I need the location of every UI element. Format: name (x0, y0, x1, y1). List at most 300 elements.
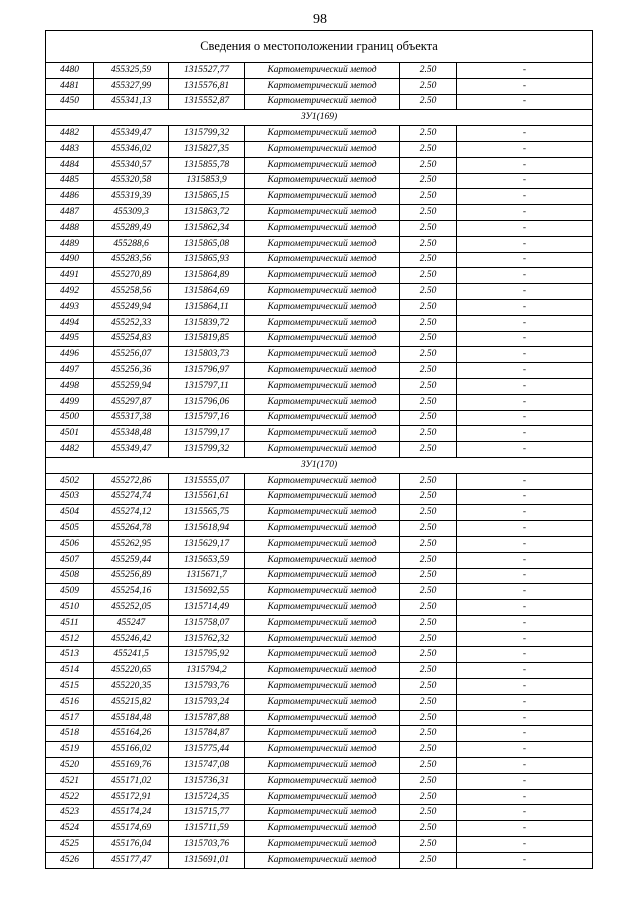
point-number-cell: 4513 (46, 647, 94, 663)
point-number-cell: 4511 (46, 615, 94, 631)
x-coordinate-cell: 455289,49 (94, 220, 169, 236)
method-cell: Картометрический метод (245, 299, 400, 315)
x-coordinate-cell: 455169,76 (94, 758, 169, 774)
method-cell: Картометрический метод (245, 679, 400, 695)
table-row (46, 694, 593, 710)
method-cell: Картометрический метод (245, 789, 400, 805)
x-coordinate-cell: 455262,95 (94, 536, 169, 552)
table-row (46, 315, 593, 331)
x-coordinate-cell: 455341,13 (94, 94, 169, 110)
x-coordinate-cell: 455288,6 (94, 236, 169, 252)
y-coordinate-cell: 1315715,77 (169, 805, 245, 821)
table-row (46, 679, 593, 695)
description-cell: - (457, 410, 593, 426)
point-number-cell: 4486 (46, 189, 94, 205)
point-number-cell: 4482 (46, 126, 94, 142)
point-number-cell: 4517 (46, 710, 94, 726)
description-cell: - (457, 663, 593, 679)
accuracy-cell: 2.50 (400, 220, 457, 236)
y-coordinate-cell: 1315555,07 (169, 473, 245, 489)
description-cell: - (457, 647, 593, 663)
x-coordinate-cell: 455172,91 (94, 789, 169, 805)
accuracy-cell: 2.50 (400, 694, 457, 710)
x-coordinate-cell: 455349,47 (94, 442, 169, 458)
method-cell: Картометрический метод (245, 426, 400, 442)
accuracy-cell: 2.50 (400, 521, 457, 537)
y-coordinate-cell: 1315819,85 (169, 331, 245, 347)
point-number-cell: 4484 (46, 157, 94, 173)
method-cell: Картометрический метод (245, 331, 400, 347)
method-cell: Картометрический метод (245, 568, 400, 584)
x-coordinate-cell: 455270,89 (94, 268, 169, 284)
table-row (46, 726, 593, 742)
point-number-cell: 4524 (46, 821, 94, 837)
accuracy-cell: 2.50 (400, 173, 457, 189)
point-number-cell: 4526 (46, 852, 94, 868)
x-coordinate-cell: 455164,26 (94, 726, 169, 742)
table-row (46, 284, 593, 300)
point-number-cell: 4503 (46, 489, 94, 505)
table-row (46, 600, 593, 616)
table-row (46, 236, 593, 252)
description-cell: - (457, 252, 593, 268)
table-row (46, 568, 593, 584)
point-number-cell: 4521 (46, 773, 94, 789)
y-coordinate-cell: 1315793,24 (169, 694, 245, 710)
point-number-cell: 4490 (46, 252, 94, 268)
method-cell: Картометрический метод (245, 284, 400, 300)
accuracy-cell: 2.50 (400, 141, 457, 157)
description-cell: - (457, 742, 593, 758)
method-cell: Картометрический метод (245, 442, 400, 458)
point-number-cell: 4494 (46, 315, 94, 331)
description-cell: - (457, 821, 593, 837)
point-number-cell: 4518 (46, 726, 94, 742)
point-number-cell: 4506 (46, 536, 94, 552)
description-cell: - (457, 205, 593, 221)
y-coordinate-cell: 1315794,2 (169, 663, 245, 679)
table-row (46, 252, 593, 268)
table-row (46, 789, 593, 805)
point-number-cell: 4509 (46, 584, 94, 600)
section-header-row (46, 457, 593, 473)
description-cell: - (457, 363, 593, 379)
x-coordinate-cell: 455256,07 (94, 347, 169, 363)
y-coordinate-cell: 1315796,97 (169, 363, 245, 379)
x-coordinate-cell: 455177,47 (94, 852, 169, 868)
table-row (46, 584, 593, 600)
accuracy-cell: 2.50 (400, 647, 457, 663)
section-label: ЗУ1(169) (46, 110, 593, 126)
method-cell: Картометрический метод (245, 94, 400, 110)
y-coordinate-cell: 1315527,77 (169, 63, 245, 79)
accuracy-cell: 2.50 (400, 394, 457, 410)
y-coordinate-cell: 1315775,44 (169, 742, 245, 758)
x-coordinate-cell: 455259,44 (94, 552, 169, 568)
point-number-cell: 4512 (46, 631, 94, 647)
x-coordinate-cell: 455166,02 (94, 742, 169, 758)
table-row (46, 331, 593, 347)
table-row (46, 852, 593, 868)
description-cell: - (457, 378, 593, 394)
point-number-cell: 4488 (46, 220, 94, 236)
accuracy-cell: 2.50 (400, 805, 457, 821)
y-coordinate-cell: 1315618,94 (169, 521, 245, 537)
x-coordinate-cell: 455174,69 (94, 821, 169, 837)
accuracy-cell: 2.50 (400, 189, 457, 205)
y-coordinate-cell: 1315864,11 (169, 299, 245, 315)
accuracy-cell: 2.50 (400, 347, 457, 363)
x-coordinate-cell: 455256,36 (94, 363, 169, 379)
table-title: Сведения о местоположении границ объекта (46, 31, 593, 63)
accuracy-cell: 2.50 (400, 442, 457, 458)
method-cell: Картометрический метод (245, 173, 400, 189)
accuracy-cell: 2.50 (400, 426, 457, 442)
description-cell: - (457, 505, 593, 521)
x-coordinate-cell: 455309,3 (94, 205, 169, 221)
x-coordinate-cell: 455171,02 (94, 773, 169, 789)
x-coordinate-cell: 455259,94 (94, 378, 169, 394)
y-coordinate-cell: 1315736,31 (169, 773, 245, 789)
point-number-cell: 4485 (46, 173, 94, 189)
table-row (46, 615, 593, 631)
method-cell: Картометрический метод (245, 363, 400, 379)
accuracy-cell: 2.50 (400, 473, 457, 489)
description-cell: - (457, 789, 593, 805)
description-cell: - (457, 600, 593, 616)
method-cell: Картометрический метод (245, 141, 400, 157)
table-row (46, 758, 593, 774)
description-cell: - (457, 584, 593, 600)
x-coordinate-cell: 455258,56 (94, 284, 169, 300)
x-coordinate-cell: 455247 (94, 615, 169, 631)
method-cell: Картометрический метод (245, 552, 400, 568)
point-number-cell: 4492 (46, 284, 94, 300)
description-cell: - (457, 773, 593, 789)
description-cell: - (457, 331, 593, 347)
accuracy-cell: 2.50 (400, 837, 457, 853)
method-cell: Картометрический метод (245, 773, 400, 789)
table-row (46, 521, 593, 537)
x-coordinate-cell: 455256,89 (94, 568, 169, 584)
accuracy-cell: 2.50 (400, 663, 457, 679)
description-cell: - (457, 473, 593, 489)
x-coordinate-cell: 455325,59 (94, 63, 169, 79)
method-cell: Картометрический метод (245, 663, 400, 679)
x-coordinate-cell: 455264,78 (94, 521, 169, 537)
point-number-cell: 4522 (46, 789, 94, 805)
description-cell: - (457, 347, 593, 363)
accuracy-cell: 2.50 (400, 378, 457, 394)
y-coordinate-cell: 1315803,73 (169, 347, 245, 363)
y-coordinate-cell: 1315703,76 (169, 837, 245, 853)
y-coordinate-cell: 1315758,07 (169, 615, 245, 631)
table-row (46, 347, 593, 363)
y-coordinate-cell: 1315795,92 (169, 647, 245, 663)
table-row (46, 426, 593, 442)
x-coordinate-cell: 455215,82 (94, 694, 169, 710)
x-coordinate-cell: 455340,57 (94, 157, 169, 173)
method-cell: Картометрический метод (245, 742, 400, 758)
table-title-row (46, 31, 593, 63)
x-coordinate-cell: 455297,87 (94, 394, 169, 410)
accuracy-cell: 2.50 (400, 268, 457, 284)
y-coordinate-cell: 1315797,16 (169, 410, 245, 426)
y-coordinate-cell: 1315629,17 (169, 536, 245, 552)
accuracy-cell: 2.50 (400, 505, 457, 521)
point-number-cell: 4508 (46, 568, 94, 584)
y-coordinate-cell: 1315799,17 (169, 426, 245, 442)
y-coordinate-cell: 1315863,72 (169, 205, 245, 221)
method-cell: Картометрический метод (245, 473, 400, 489)
table-body (46, 31, 593, 869)
table-row (46, 78, 593, 94)
y-coordinate-cell: 1315839,72 (169, 315, 245, 331)
point-number-cell: 4523 (46, 805, 94, 821)
description-cell: - (457, 394, 593, 410)
accuracy-cell: 2.50 (400, 742, 457, 758)
method-cell: Картометрический метод (245, 536, 400, 552)
description-cell: - (457, 726, 593, 742)
table-row (46, 442, 593, 458)
table-row (46, 552, 593, 568)
table-row (46, 742, 593, 758)
table-row (46, 220, 593, 236)
method-cell: Картометрический метод (245, 189, 400, 205)
table-row (46, 94, 593, 110)
description-cell: - (457, 284, 593, 300)
accuracy-cell: 2.50 (400, 63, 457, 79)
x-coordinate-cell: 455254,16 (94, 584, 169, 600)
point-number-cell: 4496 (46, 347, 94, 363)
y-coordinate-cell: 1315747,08 (169, 758, 245, 774)
method-cell: Картометрический метод (245, 726, 400, 742)
method-cell: Картометрический метод (245, 378, 400, 394)
table-row (46, 189, 593, 205)
method-cell: Картометрический метод (245, 252, 400, 268)
method-cell: Картометрический метод (245, 710, 400, 726)
method-cell: Картометрический метод (245, 647, 400, 663)
method-cell: Картометрический метод (245, 236, 400, 252)
x-coordinate-cell: 455283,56 (94, 252, 169, 268)
x-coordinate-cell: 455241,5 (94, 647, 169, 663)
point-number-cell: 4514 (46, 663, 94, 679)
accuracy-cell: 2.50 (400, 789, 457, 805)
point-number-cell: 4510 (46, 600, 94, 616)
description-cell: - (457, 805, 593, 821)
point-number-cell: 4493 (46, 299, 94, 315)
section-label: ЗУ1(170) (46, 457, 593, 473)
method-cell: Картометрический метод (245, 220, 400, 236)
y-coordinate-cell: 1315799,32 (169, 126, 245, 142)
y-coordinate-cell: 1315552,87 (169, 94, 245, 110)
y-coordinate-cell: 1315799,32 (169, 442, 245, 458)
table-row (46, 63, 593, 79)
accuracy-cell: 2.50 (400, 679, 457, 695)
x-coordinate-cell: 455246,42 (94, 631, 169, 647)
method-cell: Картометрический метод (245, 521, 400, 537)
table-row (46, 141, 593, 157)
y-coordinate-cell: 1315787,88 (169, 710, 245, 726)
accuracy-cell: 2.50 (400, 584, 457, 600)
x-coordinate-cell: 455327,99 (94, 78, 169, 94)
point-number-cell: 4519 (46, 742, 94, 758)
y-coordinate-cell: 1315724,35 (169, 789, 245, 805)
accuracy-cell: 2.50 (400, 205, 457, 221)
method-cell: Картометрический метод (245, 600, 400, 616)
method-cell: Картометрический метод (245, 694, 400, 710)
page-number: 98 (313, 12, 327, 27)
accuracy-cell: 2.50 (400, 852, 457, 868)
description-cell: - (457, 710, 593, 726)
method-cell: Картометрический метод (245, 489, 400, 505)
accuracy-cell: 2.50 (400, 489, 457, 505)
method-cell: Картометрический метод (245, 805, 400, 821)
table-row (46, 805, 593, 821)
accuracy-cell: 2.50 (400, 552, 457, 568)
x-coordinate-cell: 455349,47 (94, 126, 169, 142)
point-number-cell: 4482 (46, 442, 94, 458)
method-cell: Картометрический метод (245, 584, 400, 600)
description-cell: - (457, 442, 593, 458)
x-coordinate-cell: 455272,86 (94, 473, 169, 489)
description-cell: - (457, 536, 593, 552)
y-coordinate-cell: 1315671,7 (169, 568, 245, 584)
x-coordinate-cell: 455176,04 (94, 837, 169, 853)
x-coordinate-cell: 455220,65 (94, 663, 169, 679)
description-cell: - (457, 189, 593, 205)
point-number-cell: 4498 (46, 378, 94, 394)
accuracy-cell: 2.50 (400, 94, 457, 110)
x-coordinate-cell: 455220,35 (94, 679, 169, 695)
y-coordinate-cell: 1315561,61 (169, 489, 245, 505)
y-coordinate-cell: 1315827,35 (169, 141, 245, 157)
accuracy-cell: 2.50 (400, 536, 457, 552)
method-cell: Картометрический метод (245, 347, 400, 363)
table-row (46, 126, 593, 142)
boundary-table (45, 30, 593, 869)
point-number-cell: 4520 (46, 758, 94, 774)
accuracy-cell: 2.50 (400, 284, 457, 300)
point-number-cell: 4495 (46, 331, 94, 347)
description-cell: - (457, 315, 593, 331)
table-row (46, 837, 593, 853)
y-coordinate-cell: 1315865,08 (169, 236, 245, 252)
description-cell: - (457, 299, 593, 315)
table-row (46, 173, 593, 189)
table-row (46, 410, 593, 426)
accuracy-cell: 2.50 (400, 157, 457, 173)
description-cell: - (457, 837, 593, 853)
table-row (46, 157, 593, 173)
point-number-cell: 4481 (46, 78, 94, 94)
point-number-cell: 4516 (46, 694, 94, 710)
method-cell: Картометрический метод (245, 410, 400, 426)
x-coordinate-cell: 455320,58 (94, 173, 169, 189)
description-cell: - (457, 615, 593, 631)
accuracy-cell: 2.50 (400, 331, 457, 347)
description-cell: - (457, 679, 593, 695)
accuracy-cell: 2.50 (400, 710, 457, 726)
accuracy-cell: 2.50 (400, 299, 457, 315)
point-number-cell: 4515 (46, 679, 94, 695)
table-row (46, 473, 593, 489)
y-coordinate-cell: 1315576,81 (169, 78, 245, 94)
method-cell: Картометрический метод (245, 852, 400, 868)
description-cell: - (457, 758, 593, 774)
accuracy-cell: 2.50 (400, 126, 457, 142)
x-coordinate-cell: 455274,74 (94, 489, 169, 505)
x-coordinate-cell: 455348,48 (94, 426, 169, 442)
x-coordinate-cell: 455249,94 (94, 299, 169, 315)
accuracy-cell: 2.50 (400, 315, 457, 331)
accuracy-cell: 2.50 (400, 773, 457, 789)
description-cell: - (457, 157, 593, 173)
description-cell: - (457, 78, 593, 94)
description-cell: - (457, 63, 593, 79)
point-number-cell: 4525 (46, 837, 94, 853)
y-coordinate-cell: 1315796,06 (169, 394, 245, 410)
y-coordinate-cell: 1315797,11 (169, 378, 245, 394)
y-coordinate-cell: 1315565,75 (169, 505, 245, 521)
accuracy-cell: 2.50 (400, 568, 457, 584)
description-cell: - (457, 489, 593, 505)
table-row (46, 710, 593, 726)
y-coordinate-cell: 1315784,87 (169, 726, 245, 742)
description-cell: - (457, 852, 593, 868)
accuracy-cell: 2.50 (400, 726, 457, 742)
accuracy-cell: 2.50 (400, 236, 457, 252)
accuracy-cell: 2.50 (400, 631, 457, 647)
x-coordinate-cell: 455174,24 (94, 805, 169, 821)
accuracy-cell: 2.50 (400, 410, 457, 426)
y-coordinate-cell: 1315714,49 (169, 600, 245, 616)
accuracy-cell: 2.50 (400, 252, 457, 268)
point-number-cell: 4491 (46, 268, 94, 284)
table-row (46, 489, 593, 505)
y-coordinate-cell: 1315864,69 (169, 284, 245, 300)
accuracy-cell: 2.50 (400, 600, 457, 616)
y-coordinate-cell: 1315865,15 (169, 189, 245, 205)
y-coordinate-cell: 1315853,9 (169, 173, 245, 189)
method-cell: Картометрический метод (245, 63, 400, 79)
section-header-row (46, 110, 593, 126)
table-row (46, 205, 593, 221)
point-number-cell: 4504 (46, 505, 94, 521)
accuracy-cell: 2.50 (400, 78, 457, 94)
method-cell: Картометрический метод (245, 78, 400, 94)
description-cell: - (457, 173, 593, 189)
accuracy-cell: 2.50 (400, 821, 457, 837)
table-row (46, 663, 593, 679)
point-number-cell: 4500 (46, 410, 94, 426)
point-number-cell: 4483 (46, 141, 94, 157)
x-coordinate-cell: 455317,38 (94, 410, 169, 426)
x-coordinate-cell: 455184,48 (94, 710, 169, 726)
accuracy-cell: 2.50 (400, 615, 457, 631)
accuracy-cell: 2.50 (400, 758, 457, 774)
table-row (46, 299, 593, 315)
method-cell: Картометрический метод (245, 126, 400, 142)
method-cell: Картометрический метод (245, 615, 400, 631)
table-row (46, 773, 593, 789)
x-coordinate-cell: 455252,05 (94, 600, 169, 616)
method-cell: Картометрический метод (245, 268, 400, 284)
point-number-cell: 4505 (46, 521, 94, 537)
y-coordinate-cell: 1315862,34 (169, 220, 245, 236)
description-cell: - (457, 220, 593, 236)
table-row (46, 536, 593, 552)
